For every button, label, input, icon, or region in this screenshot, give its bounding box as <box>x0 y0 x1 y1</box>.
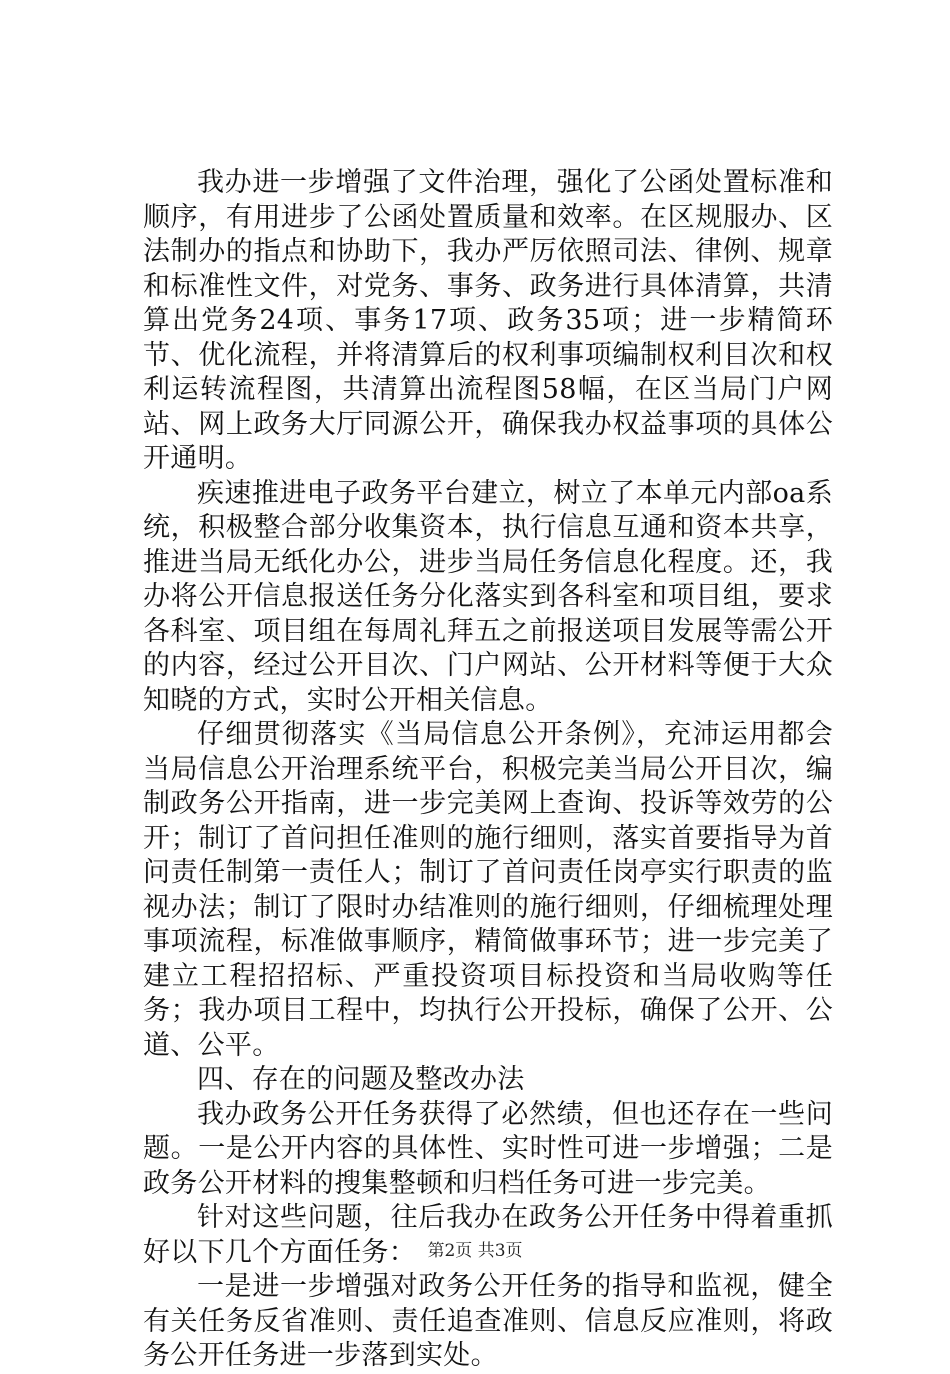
page-number: 第2页 共3页 <box>427 1241 523 1261</box>
document-body <box>143 166 833 1374</box>
paragraph-measures-intro: 针对这些问题，往后我办在政务公开任务中得着重抓好以下几个方面任务： <box>143 1202 833 1268</box>
paragraph-file-management: 我办进一步增强了文件治理，强化了公函处置标准和顺序，有用进步了公函处置质量和效率。在区规服办、区法制办的指点和协助下，我办严厉依照司法、律例、规章和标准性文件，对党务、事务、政务进行具体清算，共清算出党务24项、事务17项、政务35项；进一步精简环节、优化流程，并将清算后的权利事项编制权利目次和权利运转流程图，共清算出流程图58幅，在区当局门户网站、网上政务大厅同源公开，确保我办权益事项的具体公开通明。 <box>143 167 833 474</box>
section-heading: 四、存在的问题及整改办法 <box>197 1064 525 1095</box>
paragraph-disclosure-regulation: 仔细贯彻落实《当局信息公开条例》，充沛运用都会当局信息公开治理系统平台，积极完美当局公开目次，编制政务公开指南，进一步完美网上查询、投诉等效劳的公开；制订了首问担任准则的施行细则，落实首要指导为首问责任制第一责任人；制订了首问责任岗亭实行职责的监视办法；制订了限时办结准则的施行细则，仔细梳理处理事项流程，标准做事顺序，精简做事环节；进一步完美了建立工程招招标、严重投资项目标投资和当局收购等任务；我办项目工程中，均执行公开投标，确保了公开、公道、公平。 <box>143 719 833 1061</box>
paragraph-problems: 我办政务公开任务获得了必然绩，但也还存在一些问题。一是公开内容的具体性、实时性可进一步增强；二是政务公开材料的搜集整顿和归档任务可进一步完美。 <box>143 1098 833 1199</box>
paragraph-measure-one: 一是进一步增强对政务公开任务的指导和监视，健全有关任务反省准则、责任追查准则、信息反应准则，将政务公开任务进一步落到实处。 <box>143 1271 833 1371</box>
paragraph-e-government: 疾速推进电子政务平台建立，树立了本单元内部oa系统，积极整合部分收集资本，执行信息互通和资本共享，推进当局无纸化办公，进步当局任务信息化程度。还，我办将公开信息报送任务分化落实到各科室和项目组，要求各科室、项目组在每周礼拜五之前报送项目发展等需公开的内容，经过公开目次、门户网站、公开材料等便于大众知晓的方式，实时公开相关信息。 <box>143 477 833 716</box>
